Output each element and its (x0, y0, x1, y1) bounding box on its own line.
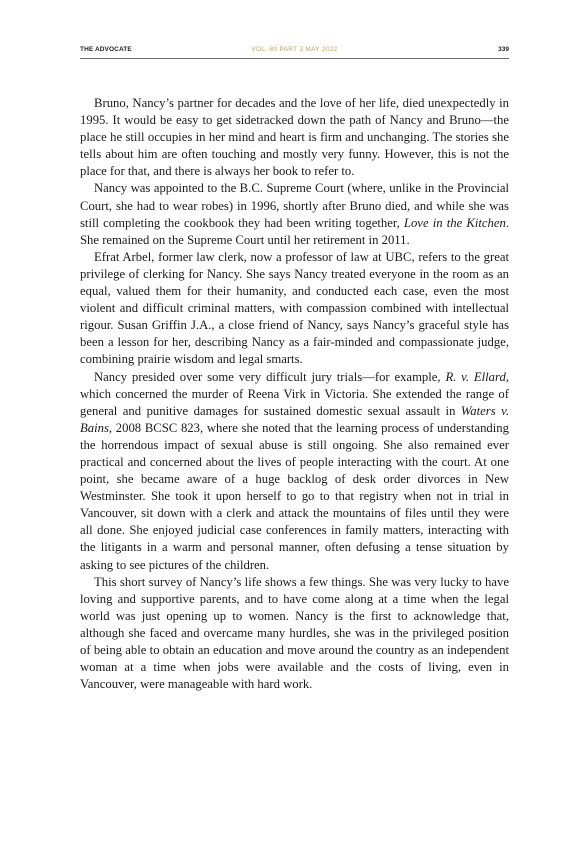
text-run: . She remained on the Supreme Court until her retirement in 2011. (80, 215, 509, 247)
text-run: Nancy was appointed to the B.C. Supreme Court (where, unlike in the Provincial Court, she had to wear robes) in 1996, shortly after Bruno died, and while she was still completing the cookbook they had been writing together, (80, 181, 509, 230)
paragraph (80, 574, 509, 694)
page-number: 339 (498, 46, 509, 53)
paragraph (80, 249, 509, 369)
text-run: Bruno, Nancy’s partner for decades and the love of her life, died unexpectedly in 1995. It would be easy to get sidetracked down the path of Nancy and Bruno—the place he still occupies in her mind and heart is firm and unchanging. The stories she tells about him are often touching and mostly very funny. However, this is not the place for that, and there is always her book to refer to. (80, 96, 509, 179)
text-run: Efrat Arbel, former law clerk, now a professor of law at UBC, refers to the great privilege of clerking for Nancy. She says Nancy treated everyone in the room as an equal, valued them for their humanity, and conducted each case, even the most violent and difficult criminal matters, with compassion combined with intellectual rigour. Susan Griffin J.A., a close friend of Nancy, says Nancy’s graceful style has been a lesson for her, describing Nancy as a fair-minded and compassionate judge, combining prairie wisdom and legal smarts. (80, 249, 509, 367)
paragraph (80, 95, 509, 180)
text-run: Nancy presided over some very difficult jury trials—for example, (94, 369, 446, 384)
text-run: This short survey of Nancy’s life shows a few things. She was very lucky to have loving and supportive parents, and to have come along at a time when the legal world was just opening up to women. Nancy is the first to acknowledge that, although she faced and overcame many hurdles, she was in the privileged position of being able to obtain an education and move around the country as an independent woman at a time when jobs were available and the costs of living, even in Vancouver, were manageable with hard work. (80, 574, 509, 692)
italic-text: Waters v. Bains (80, 403, 509, 435)
paragraph (80, 180, 509, 248)
italic-text: R. v. Ellard (445, 369, 506, 384)
text-run: , which concerned the murder of Reena Virk in Victoria. She extended the range of general and punitive damages for sustained domestic sexual assault in (80, 369, 509, 418)
italic-text: Love in the Kitchen (403, 215, 506, 230)
journal-title: THE ADVOCATE (80, 46, 132, 53)
text-run: , 2008 BCSC 823, where she noted that the learning process of understanding the horrendous impact of sexual abuse is still ongoing. She also remained ever practical and concerned about the lives of people interacting with the court. At one point, she became aware of a huge backlog of desk order divorces in New Westminster. She took it upon herself to go to that registry when not in trial in Vancouver, sit down with a clerk and attack the mountains of files until they were all done. She enjoyed judicial case conferences in family matters, interacting with the litigants in a warm and personal manner, often defusing a tense situation by asking to see pictures of the children. (80, 420, 509, 572)
article-body (80, 95, 509, 693)
issue-info: VOL. 80 PART 3 MAY 2022 (251, 46, 338, 53)
paragraph (80, 369, 509, 574)
running-head (80, 46, 509, 59)
